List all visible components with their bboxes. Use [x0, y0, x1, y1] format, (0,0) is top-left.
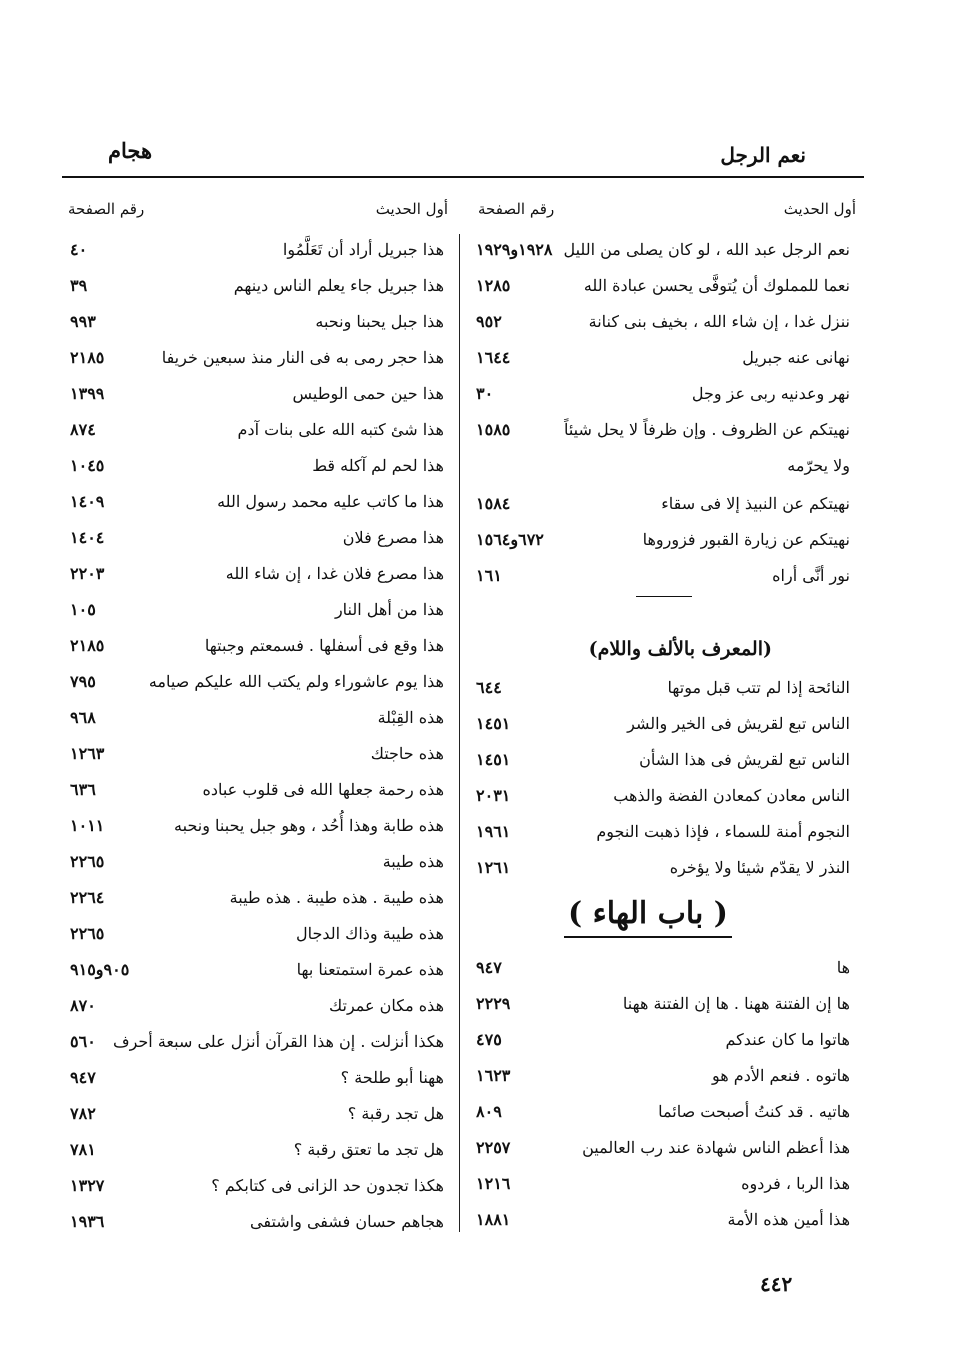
running-head-right: نعم الرجل [720, 143, 806, 167]
list-item: هذا حين حمى الوطيس ١٣٩٩ [70, 384, 444, 403]
list-item: هذه طيبة وذاك الدجال ٢٢٦٥ [70, 924, 444, 943]
list-item: هذا وقع فى أسفلها . فسمعتم وجبتها ٢١٨٥ [70, 636, 444, 655]
list-item: نهيتكم عن زيارة القبور فزوروها ٦٧٢و١٥٦٤ [476, 530, 850, 549]
list-item: هاتوا ما كان عندكم ٤٧٥ [476, 1030, 850, 1049]
list-item: ننزل غدا ، إن شاء الله ، بخيف بنى كنانة ٩٥٢ [476, 312, 850, 331]
list-item: هذه مكان عمرتك ٨٧٠ [70, 996, 444, 1015]
list-item: هذا أعظم الناس شهادة عند رب العالمين ٢٢٥٧ [476, 1138, 850, 1157]
list-item: هذه القِبْلة ٩٦٨ [70, 708, 444, 727]
list-item: هاتوه . فنعم الأدم هو ١٦٢٣ [476, 1066, 850, 1085]
list-item: النائحة إذا لم تتب قبل موتها ٦٤٤ [476, 678, 850, 697]
list-item: هذه رحمة جعلها الله فى قلوب عباده ٦٣٦ [70, 780, 444, 799]
list-item: هذه عمرة استمتعنا بها ٩٠٥و٩١٥ [70, 960, 444, 979]
list-item: هاتيه . قد كنتُ أصبحت صائما ٨٠٩ [476, 1102, 850, 1121]
list-item: ها ٩٤٧ [476, 958, 850, 977]
list-item: هذا الربا ، فردوه ١٢١٦ [476, 1174, 850, 1193]
list-item: هذا مصرع فلان ١٤٠٤ [70, 528, 444, 547]
list-item: هذا مصرع فلان غدا ، إن شاء الله ٢٢٠٣ [70, 564, 444, 583]
page-number: ٤٤٢ [760, 1272, 793, 1296]
list-item: هذا جبريل جاء يعلم الناس دينهم ٣٩ [70, 276, 444, 295]
list-item: هذه حاجتك ١٢٦٣ [70, 744, 444, 763]
list-item: النذر لا يقدّم شيئا ولا يؤخره ١٢٦١ [476, 858, 850, 877]
header-rule [62, 176, 864, 178]
list-item: هل تجد رقبة ؟ ٧٨٢ [70, 1104, 444, 1123]
list-item: هذه طيبة . هذه طيبة . هذه طيبة ٢٢٦٤ [70, 888, 444, 907]
list-item: نعما للمملوك أن يُتوفَّى يحسن عبادة الله ١٢٨٥ [476, 276, 850, 295]
list-item: الناس تبع لقريش فى الخير والشر ١٤٥١ [476, 714, 850, 733]
list-item: نهانى عنه جبريل ١٦٤٤ [476, 348, 850, 367]
list-item: الناس تبع لقريش فى هذا الشأن ١٤٥١ [476, 750, 850, 769]
list-item-continuation: ولا يحرّمه [787, 456, 850, 475]
list-item: نهيتكم عن الظروف . وإن ظرفاً لا يحل شيئاً ١٥٨٥ [476, 420, 850, 439]
list-item: نهر وعدنيه ربى عز وجل ٣٠ [476, 384, 850, 403]
chapter-heading: ( باب الهاء ) [466, 886, 858, 950]
right-col-hadith-label: أول الحديث [783, 200, 856, 218]
list-item: هذه طيبة ٢٢٦٥ [70, 852, 444, 871]
list-item: نور أنَّى أراه ١٦١ [476, 566, 850, 585]
running-head-left: هجام [108, 138, 153, 163]
list-item: هذا يوم عاشوراء ولم يكتب الله عليكم صيامه ٧٩٥ [70, 672, 444, 691]
list-item: هكذا أنزلت . إن هذا القرآن أنزل على سبعة أحرف ٥٦٠ [70, 1032, 444, 1051]
column-divider [459, 234, 460, 1232]
list-item: النجوم أمنة للسماء ، فإذا ذهبت النجوم ١٩٦١ [476, 822, 850, 841]
list-item: هذا ما كاتب عليه محمد رسول الله ١٤٠٩ [70, 492, 444, 511]
list-item: هذا جبريل أراد أن تَعَلَّمُوا ٤٠ [70, 240, 444, 259]
list-item: هذا جبل يحبنا ونحبه ٩٩٣ [70, 312, 444, 331]
left-column [60, 232, 454, 1240]
left-col-hadith-label: أول الحديث [375, 200, 448, 218]
section-heading: (المعرف بالألف واللام) [588, 638, 772, 660]
list-item: نعم الرجل عبد الله ، لو كان يصلى من الليل ١٩٢٨و١٩٢٩ [476, 240, 850, 259]
list-item: هذا أمين هذه الأمة ١٨٨١ [476, 1210, 850, 1229]
list-item: هذه طابة وهذا أُحُد ، وهو جبل يحبنا ونحبه ١٠١١ [70, 816, 444, 835]
list-item: هذا حجر رمى به فى النار منذ سبعين خريفا ٢١٨٥ [70, 348, 444, 367]
section-separator [466, 594, 858, 628]
list-item: هذا من أهل النار ١٠٥ [70, 600, 444, 619]
list-item: هذا لحم لم آكله قط ١٠٤٥ [70, 456, 444, 475]
list-item: ها إن الفتنة ههنا . ها إن الفتنة ههنا ٢٢٢٩ [476, 994, 850, 1013]
list-item: الناس معادن كمعادن الفضة والذهب ٢٠٣١ [476, 786, 850, 805]
list-item: هكذا تجدون حد الزانى فى كتابكم ؟ ١٣٢٧ [70, 1176, 444, 1195]
right-column [466, 232, 858, 1238]
left-col-page-label: رقم الصفحة [68, 200, 145, 218]
list-item: هذا شئ كتبه الله على بنات آدم ٨٧٤ [70, 420, 444, 439]
list-item: نهيتكم عن النبيذ إلا فى سقاء ١٥٨٤ [476, 494, 850, 513]
list-item: ههنا أبو طلحة ؟ ٩٤٧ [70, 1068, 444, 1087]
list-item: هل تجد ما تعتق رقبة ؟ ٧٨١ [70, 1140, 444, 1159]
right-col-page-label: رقم الصفحة [478, 200, 555, 218]
list-item: هجاهم حسان فشفى واشتفى ١٩٣٦ [70, 1212, 444, 1231]
